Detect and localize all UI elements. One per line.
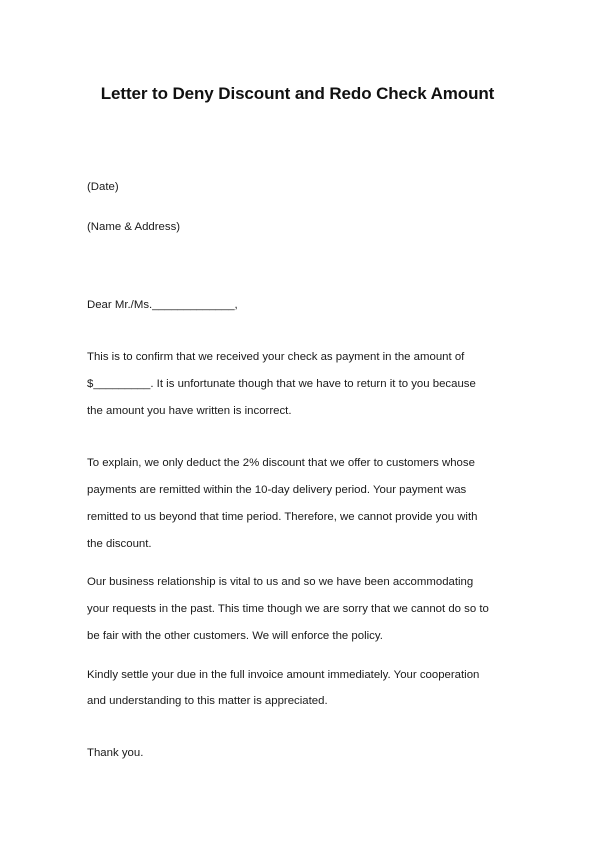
paragraph-2-line-3: remitted to us beyond that time period. Therefore, we cannot provide you with xyxy=(87,511,478,523)
paragraph-1-line-3: the amount you have written is incorrect. xyxy=(87,405,292,417)
paragraph-2-line-2: payments are remitted within the 10-day delivery period. Your payment was xyxy=(87,484,467,496)
name-address-placeholder: (Name & Address) xyxy=(87,221,181,233)
paragraph-3-line-1: Our business relationship is vital to us and so we have been accommodating xyxy=(87,576,474,588)
date-placeholder: (Date) xyxy=(87,181,119,193)
paragraph-4-line-2: and understanding to this matter is appreciated. xyxy=(87,695,328,707)
closing: Thank you. xyxy=(87,747,144,759)
paragraph-3-line-3: be fair with the other customers. We will enforce the policy. xyxy=(87,630,383,642)
paragraph-2-line-4: the discount. xyxy=(87,538,152,550)
paragraph-2-line-1: To explain, we only deduct the 2% discount that we offer to customers whose xyxy=(87,457,475,469)
paragraph-1-line-1: This is to confirm that we received your check as payment in the amount of xyxy=(87,351,465,363)
letter-title: Letter to Deny Discount and Redo Check Amount xyxy=(100,84,495,103)
salutation: Dear Mr./Ms._____________, xyxy=(87,299,238,311)
paragraph-3-line-2: your requests in the past. This time though we are sorry that we cannot do so to xyxy=(87,603,489,615)
paragraph-4-line-1: Kindly settle your due in the full invoice amount immediately. Your cooperation xyxy=(87,669,480,681)
paragraph-1-line-2: $_________. It is unfortunate though that we have to return it to you because xyxy=(87,378,476,390)
